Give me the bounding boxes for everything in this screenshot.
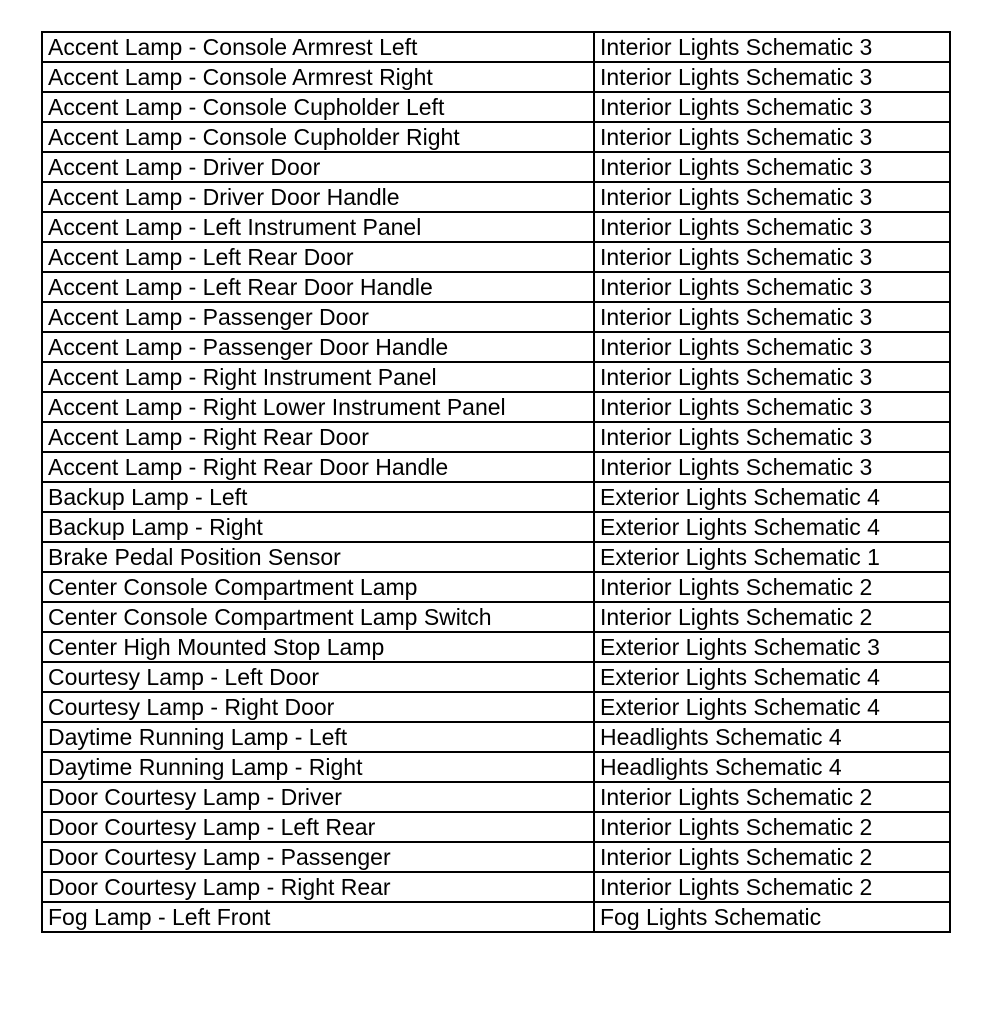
- component-cell: Accent Lamp - Driver Door Handle: [42, 182, 594, 212]
- schematic-cell: Interior Lights Schematic 3: [594, 92, 950, 122]
- component-cell: Center Console Compartment Lamp: [42, 572, 594, 602]
- schematic-cell: Headlights Schematic 4: [594, 722, 950, 752]
- component-cell: Door Courtesy Lamp - Right Rear: [42, 872, 594, 902]
- component-cell: Daytime Running Lamp - Right: [42, 752, 594, 782]
- schematic-cell: Interior Lights Schematic 3: [594, 302, 950, 332]
- schematic-cell: Interior Lights Schematic 3: [594, 152, 950, 182]
- table-row: [42, 902, 950, 932]
- table-row: [42, 632, 950, 662]
- table-row: [42, 872, 950, 902]
- table-row: [42, 572, 950, 602]
- schematic-cell: Interior Lights Schematic 3: [594, 362, 950, 392]
- schematic-cell: Interior Lights Schematic 3: [594, 422, 950, 452]
- table-row: [42, 752, 950, 782]
- table-row: [42, 362, 950, 392]
- component-cell: Accent Lamp - Right Rear Door: [42, 422, 594, 452]
- schematic-cell: Exterior Lights Schematic 3: [594, 632, 950, 662]
- table-row: [42, 152, 950, 182]
- component-cell: Accent Lamp - Left Rear Door Handle: [42, 272, 594, 302]
- schematic-cell: Interior Lights Schematic 2: [594, 812, 950, 842]
- table-row: [42, 482, 950, 512]
- component-cell: Courtesy Lamp - Left Door: [42, 662, 594, 692]
- table-body: [42, 32, 950, 932]
- component-cell: Accent Lamp - Driver Door: [42, 152, 594, 182]
- table-row: [42, 92, 950, 122]
- table-row: [42, 332, 950, 362]
- schematic-cell: Interior Lights Schematic 3: [594, 62, 950, 92]
- table-row: [42, 842, 950, 872]
- component-cell: Courtesy Lamp - Right Door: [42, 692, 594, 722]
- component-cell: Accent Lamp - Passenger Door: [42, 302, 594, 332]
- component-location-table: [41, 31, 951, 933]
- table-row: [42, 32, 950, 62]
- table-row: [42, 512, 950, 542]
- component-cell: Accent Lamp - Console Cupholder Right: [42, 122, 594, 152]
- schematic-cell: Interior Lights Schematic 3: [594, 452, 950, 482]
- schematic-cell: Exterior Lights Schematic 4: [594, 662, 950, 692]
- table-row: [42, 782, 950, 812]
- table-row: [42, 602, 950, 632]
- table-row: [42, 242, 950, 272]
- component-cell: Daytime Running Lamp - Left: [42, 722, 594, 752]
- component-cell: Door Courtesy Lamp - Left Rear: [42, 812, 594, 842]
- component-cell: Accent Lamp - Left Instrument Panel: [42, 212, 594, 242]
- table-row: [42, 662, 950, 692]
- schematic-cell: Interior Lights Schematic 2: [594, 572, 950, 602]
- table-row: [42, 452, 950, 482]
- schematic-cell: Interior Lights Schematic 3: [594, 182, 950, 212]
- table-row: [42, 122, 950, 152]
- component-cell: Door Courtesy Lamp - Driver: [42, 782, 594, 812]
- table-row: [42, 692, 950, 722]
- component-cell: Backup Lamp - Left: [42, 482, 594, 512]
- table-row: [42, 812, 950, 842]
- component-cell: Center High Mounted Stop Lamp: [42, 632, 594, 662]
- component-cell: Accent Lamp - Console Armrest Left: [42, 32, 594, 62]
- component-cell: Accent Lamp - Right Instrument Panel: [42, 362, 594, 392]
- schematic-cell: Exterior Lights Schematic 4: [594, 512, 950, 542]
- table-row: [42, 302, 950, 332]
- schematic-cell: Interior Lights Schematic 3: [594, 32, 950, 62]
- table-row: [42, 422, 950, 452]
- component-cell: Brake Pedal Position Sensor: [42, 542, 594, 572]
- schematic-cell: Interior Lights Schematic 3: [594, 392, 950, 422]
- schematic-cell: Exterior Lights Schematic 4: [594, 692, 950, 722]
- schematic-cell: Fog Lights Schematic: [594, 902, 950, 932]
- component-cell: Backup Lamp - Right: [42, 512, 594, 542]
- table-row: [42, 212, 950, 242]
- schematic-cell: Interior Lights Schematic 3: [594, 272, 950, 302]
- schematic-cell: Interior Lights Schematic 2: [594, 842, 950, 872]
- schematic-cell: Interior Lights Schematic 2: [594, 872, 950, 902]
- schematic-cell: Interior Lights Schematic 2: [594, 602, 950, 632]
- schematic-cell: Interior Lights Schematic 3: [594, 212, 950, 242]
- component-cell: Accent Lamp - Console Armrest Right: [42, 62, 594, 92]
- table-row: [42, 182, 950, 212]
- schematic-cell: Interior Lights Schematic 2: [594, 782, 950, 812]
- component-cell: Accent Lamp - Left Rear Door: [42, 242, 594, 272]
- component-cell: Accent Lamp - Console Cupholder Left: [42, 92, 594, 122]
- table-row: [42, 272, 950, 302]
- component-cell: Door Courtesy Lamp - Passenger: [42, 842, 594, 872]
- component-cell: Center Console Compartment Lamp Switch: [42, 602, 594, 632]
- component-cell: Accent Lamp - Right Rear Door Handle: [42, 452, 594, 482]
- component-cell: Fog Lamp - Left Front: [42, 902, 594, 932]
- schematic-cell: Interior Lights Schematic 3: [594, 122, 950, 152]
- schematic-cell: Interior Lights Schematic 3: [594, 242, 950, 272]
- table-row: [42, 392, 950, 422]
- schematic-cell: Exterior Lights Schematic 4: [594, 482, 950, 512]
- schematic-cell: Headlights Schematic 4: [594, 752, 950, 782]
- schematic-cell: Interior Lights Schematic 3: [594, 332, 950, 362]
- table-row: [42, 62, 950, 92]
- table-row: [42, 722, 950, 752]
- table-row: [42, 542, 950, 572]
- component-cell: Accent Lamp - Passenger Door Handle: [42, 332, 594, 362]
- component-cell: Accent Lamp - Right Lower Instrument Panel: [42, 392, 594, 422]
- schematic-cell: Exterior Lights Schematic 1: [594, 542, 950, 572]
